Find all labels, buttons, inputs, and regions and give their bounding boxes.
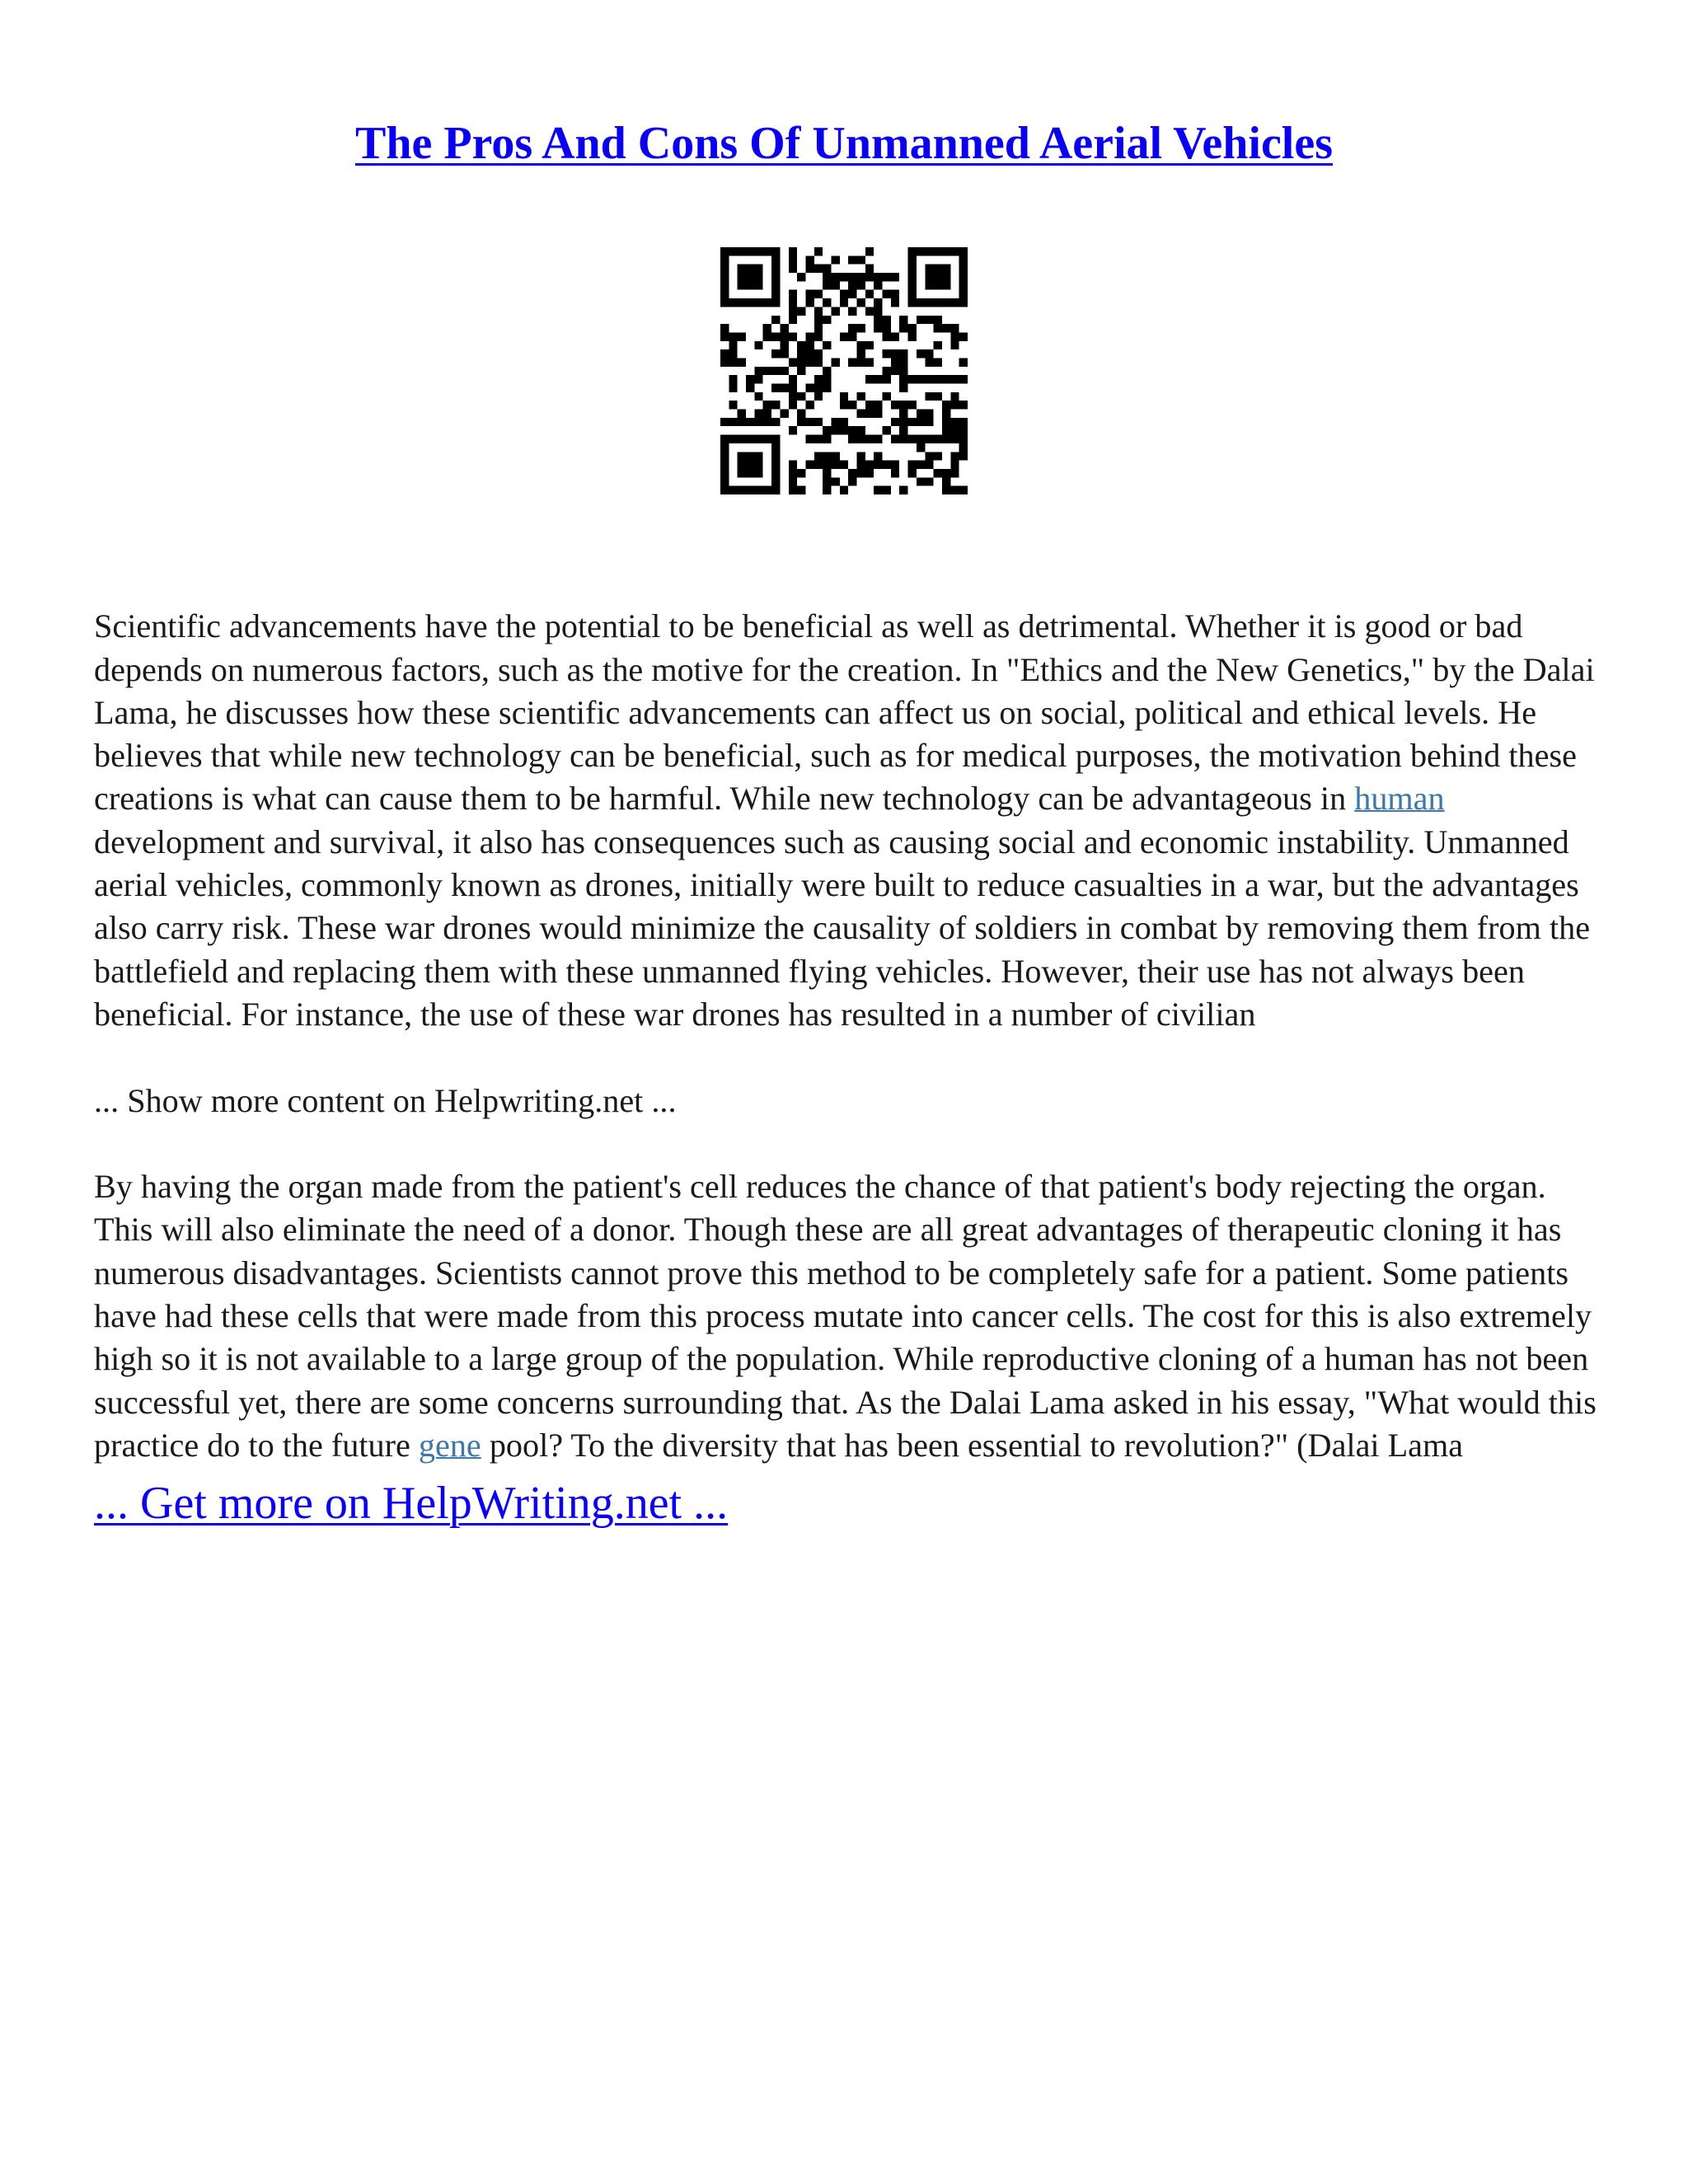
link-gene[interactable]: gene	[418, 1426, 481, 1464]
article-body	[94, 562, 1602, 1511]
link-human[interactable]: human	[1354, 780, 1445, 818]
paragraph-2	[94, 1165, 1602, 1467]
get-more-link[interactable]: ... Get more on HelpWriting.net ...	[94, 1478, 729, 1529]
paragraph-2-text-b: pool? To the diversity that has been essential to revolution?" (Dalai Lama	[481, 1426, 1464, 1464]
title-link[interactable]: The Pros And Cons Of Unmanned Aerial Vehicles	[354, 118, 1334, 169]
show-more-text: ... Show more content on Helpwriting.net ...	[94, 1081, 677, 1119]
page-title	[0, 114, 1688, 173]
qr-code-icon	[720, 247, 968, 494]
paragraph-1-text-b: development and survival, it also has consequences such as causing social and economic instability. Unmanned aerial vehicles, commonly known as drones, initially were built to reduce casualties in a war, but the advantages also carry risk. These war drones would minimize the causality of soldiers in combat by removing them from the battlefield and replacing them with these unmanned flying vehicles. However, their use has not always been beneficial. For instance, the use of these war drones has resulted in a number of civilian	[94, 823, 1591, 1033]
paragraph-1-text-a: Scientific advancements have the potential to be beneficial as well as detrimental. Whether it is good or bad depends on numerous factors, such as the motive for the creation. In "Ethics and the New Genetics," by the Dalai Lama, he discusses how these scientific advancements can affect us on social, political and ethical levels. He believes that while new technology can be beneficial, such as for medical purposes, the motivation behind these creations is what can cause them to be harmful. While new technology can be advantageous in	[94, 607, 1595, 818]
paragraph-2-text-a: By having the organ made from the patient's cell reduces the chance of that patient's body rejecting the organ. This will also eliminate the need of a donor. Though these are all great advantages of therapeutic cloning it has numerous disadvantages. Scientists cannot prove this method to be completely safe for a patient. Some patients have had these cells that were made from this process mutate into cancer cells. The cost for this is also extremely high so it is not available to a large group of the population. While reproductive cloning of a human has not been successful yet, there are some concerns surrounding that. As the Dalai Lama asked in his essay, "What would this practice do to the future	[94, 1168, 1597, 1464]
paragraph-1	[94, 605, 1602, 1036]
qr-code-graphic	[720, 247, 968, 494]
